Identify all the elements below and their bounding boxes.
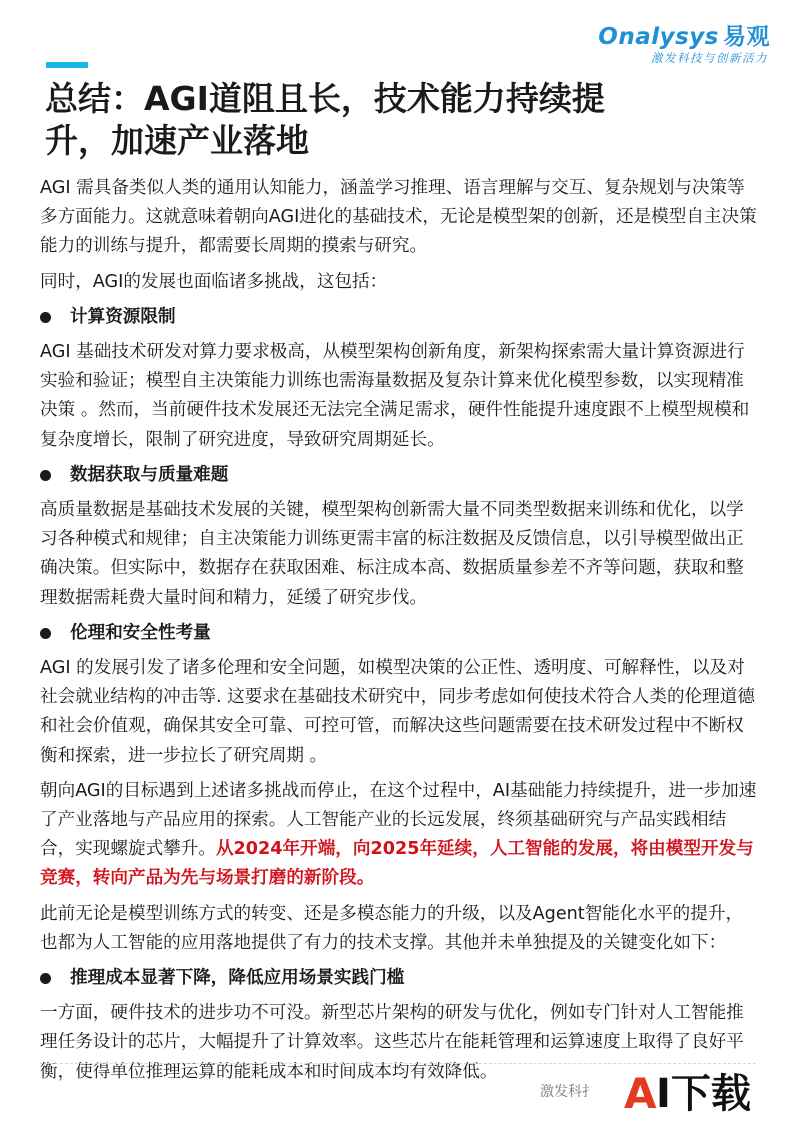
section-body-ethics: AGI 的发展引发了诸多伦理和安全问题，如模型决策的公正性、透明度、可解释性，以及对社会就业结构的冲击等. 这要求在基础技术研究中，同步考虑如何使技术符合人类的伦理道德和社会价值观，确保其安全可靠、可控可管，而解决这些问题需要在技术研发过程中不断权衡和探索，进一步拉长了研究周期 。 — [40, 658, 755, 766]
changes-paragraph: 此前无论是模型训练方式的转变、还是多模态能力的升级，以及Agent智能化水平的提升，也都为人工智能的应用落地提供了有力的技术支撑。其他并未单独提及的关键变化如下： — [40, 903, 744, 953]
brand-logo — [600, 18, 770, 68]
intro-paragraph: AGI 需具备类似人类的通用认知能力，涵盖学习推理、语言理解与交互、复杂规划与决策等多方面能力。这就意味着朝向AGI进化的基础技术，无论是模型架的创新，还是模型自主决策能力的训练与提升，都需要长周期的摸索与研究。 — [40, 178, 757, 257]
bullet-dot-icon — [40, 470, 51, 481]
challenges-intro: 同时，AGI的发展也面临诸多挑战，这包括： — [40, 271, 388, 292]
bullet-heading-label: 数据获取与质量难题 — [70, 464, 229, 485]
badge-label: I下载 — [656, 1071, 751, 1117]
logo-brand-cn: 易观 — [723, 24, 770, 50]
title-accent-bar — [46, 62, 88, 68]
bullet-heading-inference-cost — [40, 964, 760, 993]
progress-paragraph — [40, 777, 760, 894]
bullet-heading-label: 伦理和安全性考量 — [70, 622, 211, 643]
bullet-dot-icon — [40, 973, 51, 984]
section-body-compute: AGI 基础技术研发对算力要求极高，从模型架构创新角度，新架构探索需大量计算资源进行实验和验证；模型自主决策能力训练也需海量数据及复杂计算来优化模型参数，以实现精准决策 。然而，当前硬件技术发展还无法完全满足需求，硬件性能提升速度跟不上模型规模和复杂度增长，限制了研究进度，导致研究周期延长。 — [40, 342, 750, 450]
badge-first-letter: A — [624, 1069, 657, 1118]
bullet-heading-ethics — [40, 619, 760, 648]
main-content — [40, 174, 760, 1093]
logo-brand-latin: nalysys — [618, 24, 719, 50]
progress-text: 朝向AGI的目标遇到上述诸多挑战而停止，在这个过程中，AI基础能力持续提升，进一步加速了产业落地与产品应用的探索。人工智能产业的长远发展，终须基础研究与产品实践相结合，实现螺旋式攀升。 — [40, 780, 757, 860]
bullet-heading-label: 计算资源限制 — [70, 306, 176, 327]
logo-tagline: 激发科技与创新活力 — [651, 51, 768, 65]
bullet-heading-data — [40, 461, 760, 490]
footer-text: 激发科扌 — [540, 1084, 596, 1100]
logo-mark-icon: O — [598, 24, 619, 50]
logo-wordmark — [598, 18, 770, 51]
bullet-heading-label: 推理成本显著下降，降低应用场景实践门槛 — [70, 968, 405, 989]
bullet-dot-icon — [40, 628, 51, 639]
footer-divider — [40, 1063, 756, 1064]
bullet-dot-icon — [40, 312, 51, 323]
section-body-data: 高质量数据是基础技术发展的关键，模型架构创新需大量不同类型数据来训练和优化，以学习各种模式和规律；自主决策能力训练更需丰富的标注数据及反馈信息，以引导模型做出正确决策。但实际中，数据存在获取困难、标注成本高、数据质量参差不齐等问题，获取和整理数据需耗费大量时间和精力，延缓了研究步伐。 — [40, 500, 744, 608]
bullet-heading-compute — [40, 303, 760, 332]
section-body-inference-cost: 一方面，硬件技术的进步功不可没。新型芯片架构的研发与优化，例如专门针对人工智能推理任务设计的芯片，大幅提升了计算效率。这些芯片在能耗管理和运算速度上取得了良好平衡，使得单位推理运算的能耗成本和时间成本均有效降低。 — [40, 1003, 744, 1082]
progress-highlight: 从2024年开端，向2025年延续，人工智能的发展，将由模型开发与竞赛，转向产品为先与场景打磨的新阶段。 — [40, 839, 754, 889]
download-badge — [618, 1070, 768, 1120]
page-title: 总结：AGI道阻且长，技术能力持续提升，加速产业落地 — [45, 79, 605, 160]
